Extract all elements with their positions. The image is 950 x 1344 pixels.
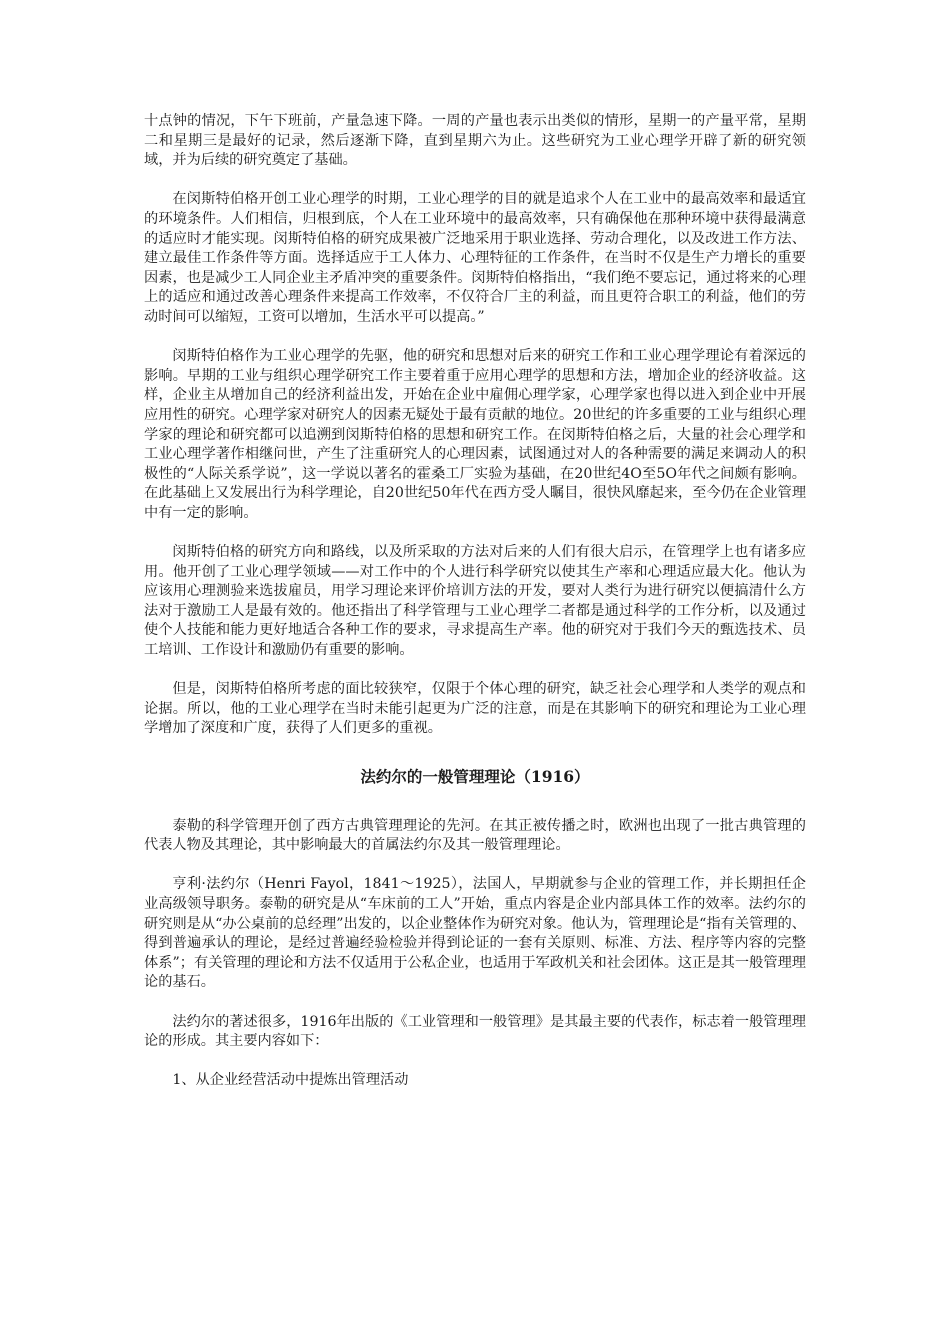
paragraph-research-direction: 闵斯特伯格的研究方向和路线，以及所采取的方法对后来的人们有很大启示，在管理学上也有诸多应用。他开创了工业心理学领域——对工作中的个人进行科学研究以使其生产率和心理适应最大化。他认为应该用心理测验来选拔雇员，用学习理论来评价培训方法的开发，要对人类行为进行研究以便搞清什么方法对于激励工人是最有效的。他还指出了科学管理与工业心理学二者都是通过科学的工作分析，以及通过使个人技能和能力更好地适合各种工作的要求，寻求提高生产率。他的研究对于我们今天的甄选技术、员工培训、工作设计和激励仍有重要的影响。 bbox=[144, 544, 806, 659]
section-heading-fayol: 法约尔的一般管理理论（1916） bbox=[360, 767, 590, 786]
paragraph-fayol-works: 法约尔的著述很多，1916年出版的《工业管理和一般管理》是其最主要的代表作，标志着一般管理理论的形成。其主要内容如下： bbox=[144, 1013, 806, 1050]
paragraph-work-output: 十点钟的情况，下午下班前，产量急速下降。一周的产量也表示出类似的情形，星期一的产量平常，星期二和星期三是最好的记录，然后逐渐下降，直到星期六为止。这些研究为工业心理学开辟了新的研究领域，并为后续的研究奠定了基础。 bbox=[144, 113, 806, 169]
document-page bbox=[144, 112, 806, 1091]
paragraph-efficiency-goal: 在闵斯特伯格开创工业心理学的时期，工业心理学的目的就是追求个人在工业中的最高效率和最适宜的环境条件。人们相信，归根到底，个人在工业环境中的最高效率，只有确保他在那种环境中获得最满意的适应时才能实现。闵斯特伯格的研究成果被广泛地采用于职业选择、劳动合理化，以及改进工作方法、建立最佳工作条件等方面。选择适应于工人体力、心理特征的工作条件，在当时不仅是生产力增长的重要因素，也是减少工人同企业主矛盾冲突的重要条件。闵斯特伯格指出，“我们绝不要忘记，通过将来的心理上的适应和通过改善心理条件来提高工作效率，不仅符合厂主的利益，而且更符合职工的利益，他们的劳动时间可以缩短，工资可以增加，生活水平可以提高。” bbox=[144, 191, 806, 325]
paragraph-classical-theory: 泰勒的科学管理开创了西方古典管理理论的先河。在其正被传播之时，欧洲也出现了一批古典管理的代表人物及其理论，其中影响最大的首属法约尔及其一般管理理论。 bbox=[144, 817, 806, 854]
list-item-management-activity: 1、从企业经营活动中提炼出管理活动 bbox=[172, 1072, 409, 1089]
paragraph-limitations: 但是，闵斯特伯格所考虑的面比较狭窄，仅限于个体心理的研究，缺乏社会心理学和人类学的观点和论据。所以，他的工业心理学在当时未能引起更为广泛的注意，而是在其影响下的研究和理论为工业心理学增加了深度和广度，获得了人们更多的重视。 bbox=[144, 681, 806, 737]
paragraph-fayol-bio: 亨利·法约尔（Henri Fayol，1841～1925），法国人，早期就参与企业的管理工作，并长期担任企业高级领导职务。泰勒的研究是从“车床前的工人”开始，重点内容是企业内部具体工作的效率。法约尔的研究则是从“办公桌前的总经理”出发的，以企业整体作为研究对象。他认为，管理理论是“指有关管理的、得到普遍承认的理论，是经过普遍经验检验并得到论证的一套有关原则、标准、方法、程序等内容的完整体系”；有关管理的理论和方法不仅适用于公私企业，也适用于军政机关和社会团体。这正是其一般管理理论的基石。 bbox=[144, 876, 806, 991]
paragraph-pioneer-influence: 闵斯特伯格作为工业心理学的先驱，他的研究和思想对后来的研究工作和工业心理学理论有着深远的影响。早期的工业与组织心理学研究工作主要着重于应用心理学的思想和方法，增加企业的经济收益。这样，企业主从增加自己的经济利益出发，开始在企业中雇佣心理学家，心理学家也得以进入到企业中开展应用性的研究。心理学家对研究人的因素无疑处于最有贡献的地位。20世纪的许多重要的工业与组织心理学家的理论和研究都可以追溯到闵斯特伯格的思想和研究工作。在闵斯特伯格之后，大量的社会心理学和工业心理学著作相继问世，产生了注重研究人的心理因素，试图通过对人的各种需要的满足来调动人的积极性的“人际关系学说”，这一学说以著名的霍桑工厂实验为基础，在20世纪4O至5O年代之间颇有影响。在此基础上又发展出行为科学理论，自20世纪50年代在西方受人瞩目，很快风靡起来，至今仍在企业管理中有一定的影响。 bbox=[144, 348, 807, 521]
